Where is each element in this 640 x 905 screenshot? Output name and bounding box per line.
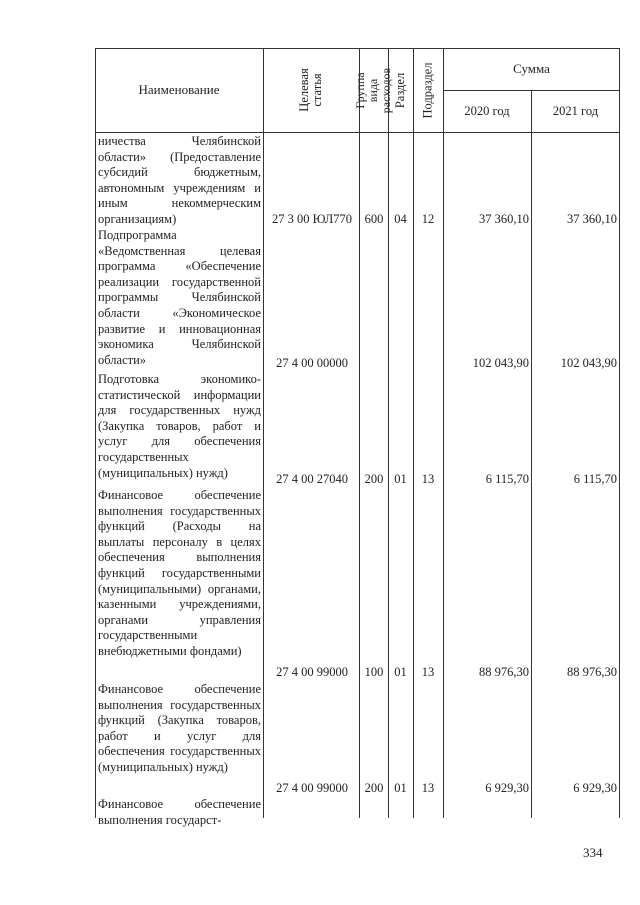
row-name: Финансовое обеспечение выполнения государственных функций (Закупка товаров, работ и услуг для обеспечения государственных (муниципальных) нужд) xyxy=(98,682,261,774)
row-subsection: 13 xyxy=(421,665,435,679)
row-target-code: 27 4 00 99000 xyxy=(276,665,348,679)
header-year-2021: 2021 год xyxy=(552,103,599,118)
row-sum-2020: 6 115,70 xyxy=(485,472,529,486)
row-target-code: 27 4 00 00000 xyxy=(276,356,348,370)
header-target: Целевая статья xyxy=(297,68,324,112)
row-exp-group: 200 xyxy=(364,781,384,795)
row-sum-2021: 88 976,30 xyxy=(567,665,617,679)
row-section: 04 xyxy=(394,212,407,226)
header-subsection: Подраздел xyxy=(420,62,435,118)
row-subsection: 13 xyxy=(421,781,435,795)
row-sum-2020: 37 360,10 xyxy=(479,212,529,226)
row-name: Подготовка экономико-статистической информации для государственных нужд (Закупка товаров, работ и услуг для обеспечения государственных (муниципальных) нужд) xyxy=(98,372,261,480)
row-name: Финансовое обеспечение выполнения государственных функций (Расходы на выплаты персоналу в целях обеспечения выполнения функций государственными (муниципальными) органами, казенными учреждениями, органами управления государственными внебюджетными фондами) xyxy=(98,488,261,658)
row-exp-group: 100 xyxy=(364,665,384,679)
row-sum-2020: 88 976,30 xyxy=(479,665,529,679)
row-name: ничества Челябинской области» (Предоставление субсидий бюджетным, автономным учреждениям и иным некоммерческим организациям) xyxy=(98,134,261,226)
header-sum: Сумма xyxy=(513,61,550,76)
row-sum-2021: 6 115,70 xyxy=(573,472,617,486)
row-name: Подпрограмма «Ведомственная целевая программа «Обеспечение реализации государственной программы Челябинской области «Экономическое развитие и инновационная экономика Челябинской области» xyxy=(98,228,261,367)
row-exp-group: 600 xyxy=(364,212,384,226)
row-subsection: 13 xyxy=(421,472,435,486)
row-name: Финансовое обеспечение выполнения государст- xyxy=(98,797,261,827)
row-sum-2021: 6 929,30 xyxy=(573,781,617,795)
row-exp-group: 200 xyxy=(364,472,384,486)
header-exp-group: Группа вида расходов xyxy=(353,67,393,113)
header-year-2020: 2020 год xyxy=(464,103,510,118)
row-section: 01 xyxy=(394,665,407,679)
table-header xyxy=(95,48,620,132)
row-subsection: 12 xyxy=(421,212,435,226)
table-body xyxy=(95,132,620,827)
header-name: Наименование xyxy=(138,82,220,98)
row-target-code: 27 4 00 27040 xyxy=(276,472,348,486)
row-section: 01 xyxy=(394,781,407,795)
page-number: 334 xyxy=(583,845,603,860)
row-sum-2021: 102 043,90 xyxy=(560,356,617,370)
row-target-code: 27 4 00 99000 xyxy=(276,781,348,795)
row-section: 01 xyxy=(394,472,407,486)
row-sum-2020: 6 929,30 xyxy=(485,781,529,795)
header-section: Раздел xyxy=(393,72,408,108)
row-target-code: 27 3 00 ЮЛ770 xyxy=(271,212,353,226)
row-sum-2021: 37 360,10 xyxy=(567,212,617,226)
row-sum-2020: 102 043,90 xyxy=(472,356,529,370)
